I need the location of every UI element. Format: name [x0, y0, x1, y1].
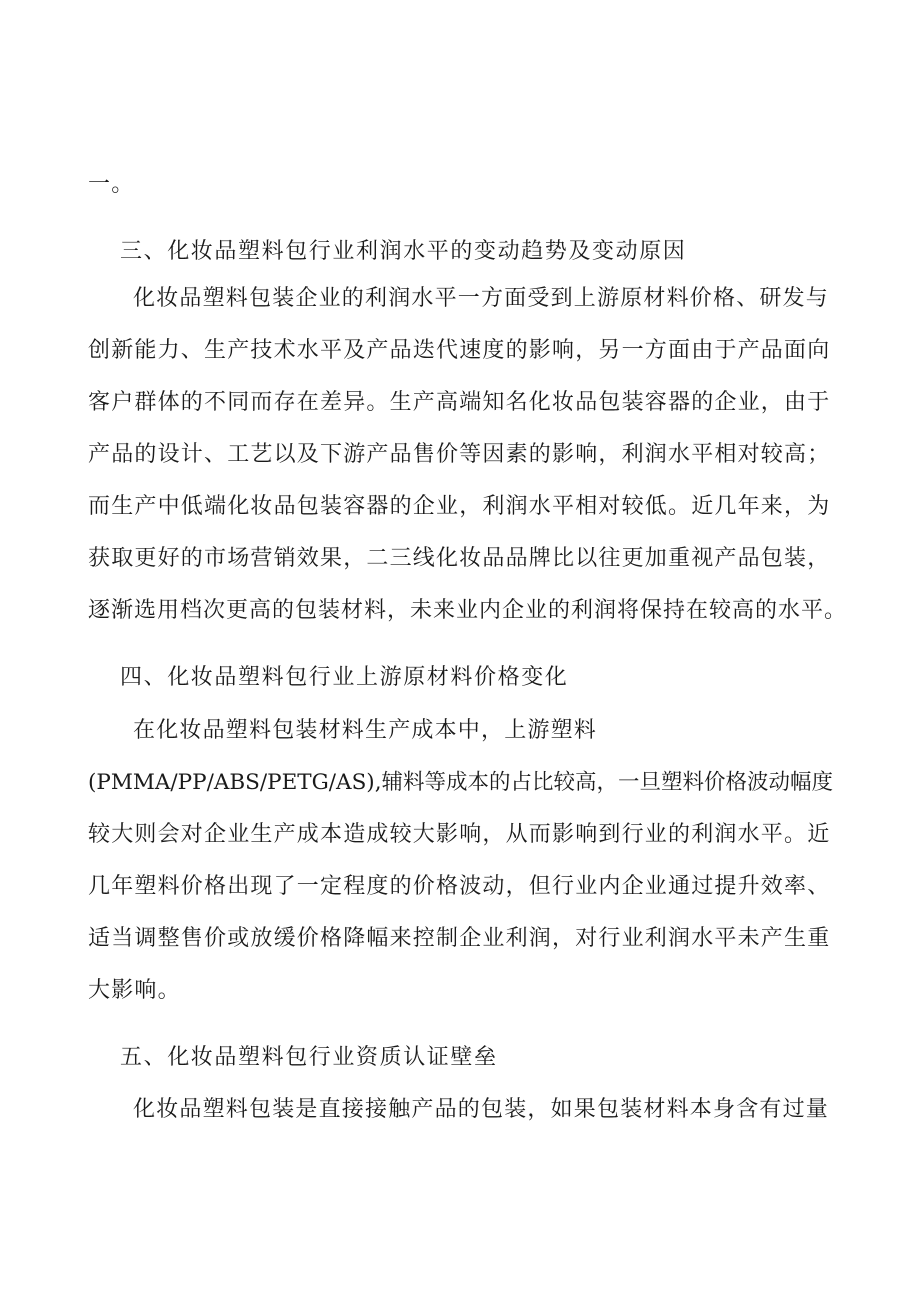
paragraph-line: 产品的设计、工艺以及下游产品售价等因素的影响，利润水平相对较高； [88, 442, 831, 467]
paragraph-line: 较大则会对企业生产成本造成较大影响，从而影响到行业的利润水平。近 [88, 822, 831, 847]
continuation-text: 一。 [88, 172, 135, 197]
paragraph-line: 逐渐选用档次更高的包装材料，未来业内企业的利润将保持在较高的水平。 [88, 598, 848, 623]
paragraph-line: 化妆品塑料包装企业的利润水平一方面受到上游原材料价格、研发与 [133, 286, 830, 311]
paragraph-line: 在化妆品塑料包装材料生产成本中，上游塑料 [133, 718, 598, 743]
paragraph-line: 创新能力、生产技术水平及产品迭代速度的影响，另一方面由于产品面向 [88, 338, 831, 363]
paragraph-line: 获取更好的市场营销效果，二三线化妆品品牌比以往更加重视产品包装， [88, 546, 831, 571]
paragraph-line: 而生产中低端化妆品包装容器的企业，利润水平相对较低。近几年来，为 [88, 494, 831, 519]
paragraph-line: 客户群体的不同而存在差异。生产高端知名化妆品包装容器的企业，由于 [88, 390, 831, 415]
paragraph-line: 大影响。 [88, 978, 181, 1003]
paragraph-line: 适当调整售价或放缓价格降幅来控制企业利润，对行业利润水平未产生重 [88, 926, 831, 951]
section-heading-4: 四、化妆品塑料包行业上游原材料价格变化 [120, 665, 569, 690]
paragraph-line: 几年塑料价格出现了一定程度的价格波动，但行业内企业通过提升效率、 [88, 874, 831, 899]
paragraph-line: (PMMA/PP/ABS/PETG/AS),辅料等成本的占比较高，一旦塑料价格波动幅度 [88, 770, 834, 795]
paragraph-line: 化妆品塑料包装是直接接触产品的包装，如果包装材料本身含有过量 [133, 1097, 830, 1122]
section-heading-3: 三、化妆品塑料包行业利润水平的变动趋势及变动原因 [120, 239, 687, 264]
section-heading-5: 五、化妆品塑料包行业资质认证壁垒 [120, 1045, 498, 1070]
